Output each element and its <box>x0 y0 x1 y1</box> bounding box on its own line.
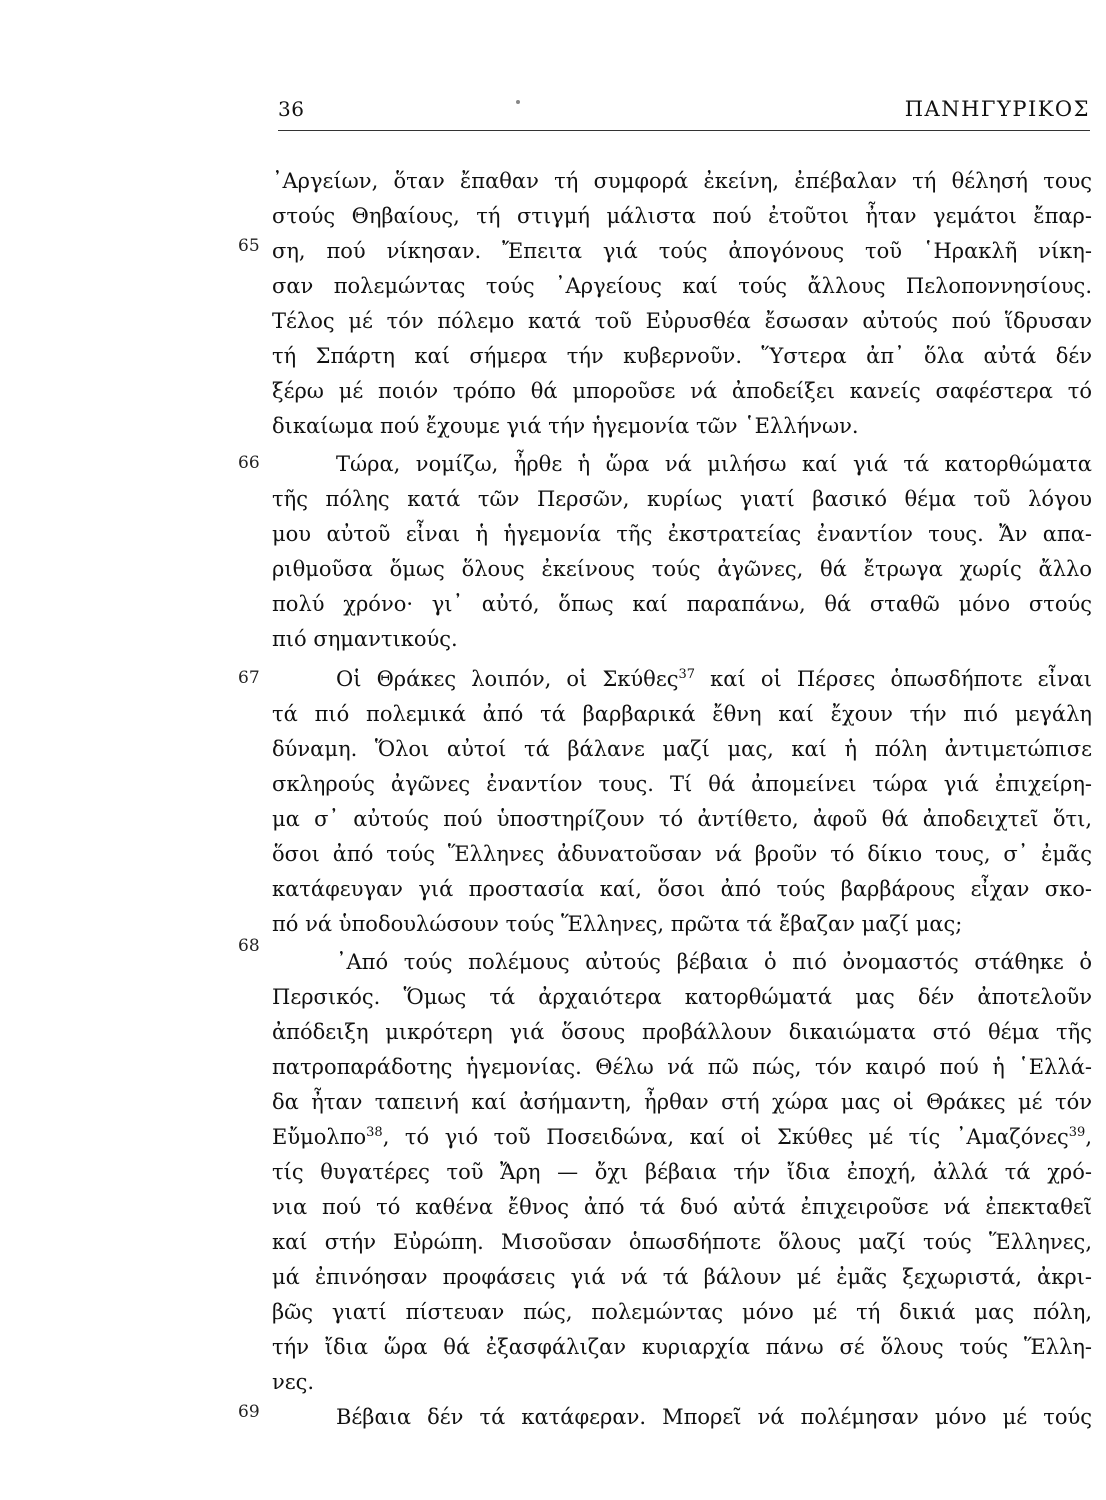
text-line: τή Σπάρτη καί σήμερα τήν κυβερνοῦν. Ὕστερα ἀπ᾿ ὅλα αὐτά δέν <box>272 344 1092 368</box>
text-line: σκληρούς ἀγῶνες ἐναντίον τους. Τί θά ἀπομείνει τώρα γιά ἐπιχείρη- <box>272 772 1092 796</box>
text-line: νια πού τό καθένα ἔθνος ἀπό τά δυό αὐτά ἐπιχειροῦσε νά ἐπεκταθεῖ <box>272 1195 1092 1219</box>
text-line: δύναμη. Ὅλοι αὐτοί τά βάλανε μαζί μας, καί ἡ πόλη ἀντιμετώπισε <box>272 737 1092 761</box>
text-line: ἀπόδειξη μικρότερη γιά ὅσους προβάλλουν δικαιώματα στό θέμα τῆς <box>272 1020 1092 1044</box>
text-line: Τέλος μέ τόν πόλεμο κατά τοῦ Εὐρυσθέα ἔσωσαν αὐτούς πού ἵδρυσαν <box>272 309 1092 333</box>
section-number-66: 66 <box>238 453 260 473</box>
paragraph-first-line: ᾿Από τούς πολέμους αὐτούς βέβαια ὁ πιό ὀνομαστός στάθηκε ὁ <box>336 950 1092 974</box>
text-line: ξέρω μέ ποιόν τρόπο θά μποροῦσε νά ἀποδείξει κανείς σαφέστερα τό <box>272 379 1092 403</box>
text-line: ριθμοῦσα ὅμως ὅλους ἐκείνους τούς ἀγῶνες, θά ἔτρωγα χωρίς ἄλλο <box>272 557 1092 581</box>
text-line: μου αὐτοῦ εἶναι ἡ ἡγεμονία τῆς ἐκστρατείας ἐναντίον τους. Ἄν απα- <box>272 522 1092 546</box>
text-line: Περσικός. Ὅμως τά ἀρχαιότερα κατορθώματά μας δέν ἀποτελοῦν <box>272 985 1092 1009</box>
paragraph-first-line: Βέβαια δέν τά κατάφεραν. Μπορεῖ νά πολέμησαν μόνο μέ τούς <box>336 1405 1092 1429</box>
text-line: καί στήν Εὐρώπη. Μισοῦσαν ὁπωσδήποτε ὅλους μαζί τούς Ἕλληνες, <box>272 1230 1092 1254</box>
text-line: δικαίωμα πού ἔχουμε γιά τήν ἡγεμονία τῶν ῾Ελλήνων. <box>272 414 859 438</box>
print-dot <box>516 100 520 104</box>
text-line: νες. <box>272 1370 315 1394</box>
text-line: πιό σημαντικούς. <box>272 627 458 651</box>
text-line: στούς Θηβαίους, τή στιγμή μάλιστα πού ἐτοῦτοι ἦταν γεμάτοι ἔπαρ- <box>272 204 1092 228</box>
text-line: δα ἦταν ταπεινή καί ἀσήμαντη, ἦρθαν στή χώρα μας οἱ Θράκες μέ τόν <box>272 1090 1092 1114</box>
text-line: πατροπαράδοτης ἡγεμονίας. Θέλω νά πῶ πώς, τόν καιρό πού ἡ ῾Ελλά- <box>272 1055 1092 1079</box>
text-span: Οἱ Θράκες λοιπόν, οἱ Σκύθες <box>336 667 679 691</box>
text-line: τά πιό πολεμικά ἀπό τά βαρβαρικά ἔθνη καί ἔχουν τήν πιό μεγάλη <box>272 702 1092 726</box>
text-line: μά ἐπινόησαν προφάσεις γιά νά τά βάλουν μέ ἐμᾶς ξεχωριστά, ἀκρι- <box>272 1265 1092 1289</box>
paragraph-first-line <box>272 662 1092 697</box>
text-line: ὅσοι ἀπό τούς Ἕλληνες ἀδυνατοῦσαν νά βροῦν τό δίκιο τους, σ᾿ ἐμᾶς <box>272 842 1092 866</box>
text-line: πό νά ὑποδουλώσουν τούς Ἕλληνες, πρῶτα τά ἔβαζαν μαζί μας; <box>272 912 963 936</box>
running-title: ΠΑΝΗΓΥΡΙΚΟΣ <box>904 97 1090 121</box>
footnote-ref-37: 37 <box>678 667 696 682</box>
text-line: βῶς γιατί πίστευαν πώς, πολεμώντας μόνο μέ τή δικιά μας πόλη, <box>272 1300 1092 1324</box>
text-line: κατάφευγαν γιά προστασία καί, ὅσοι ἀπό τούς βαρβάρους εἶχαν σκο- <box>272 877 1092 901</box>
text-line <box>272 1120 1092 1155</box>
paragraph-first-line: Τώρα, νομίζω, ἦρθε ἡ ὥρα νά μιλήσω καί γιά τά κατορθώματα <box>336 452 1092 476</box>
text-line: τίς θυγατέρες τοῦ Ἄρη — ὄχι βέβαια τήν ἴδια ἐποχή, ἀλλά τά χρό- <box>272 1160 1092 1184</box>
text-line: τήν ἴδια ὥρα θά ἐξασφάλιζαν κυριαρχία πάνω σέ ὅλους τούς Ἕλλη- <box>272 1335 1092 1359</box>
text-line: σαν πολεμώντας τούς ᾿Αργείους καί τούς ἄλλους Πελοποννησίους. <box>272 274 1092 298</box>
section-number-65: 65 <box>238 236 260 256</box>
section-number-67: 67 <box>238 668 260 688</box>
text-line: τῆς πόλης κατά τῶν Περσῶν, κυρίως γιατί βασικό θέμα τοῦ λόγου <box>272 487 1092 511</box>
text-span: , τό γιό τοῦ Ποσειδώνα, καί οἱ Σκύθες μέ τίς ᾿Αμαζόνες <box>382 1125 1069 1149</box>
text-line: πολύ χρόνο· γι᾿ αὐτό, ὅπως καί παραπάνω, θά σταθῶ μόνο στούς <box>272 592 1092 616</box>
text-span: , <box>1085 1125 1092 1149</box>
page-number: 36 <box>278 97 305 121</box>
section-number-69: 69 <box>238 1402 260 1422</box>
text-line: μα σ᾿ αὐτούς πού ὑποστηρίζουν τό ἀντίθετο, ἀφοῦ θά ἀποδειχτεῖ ὅτι, <box>272 807 1092 831</box>
footnote-ref-38: 38 <box>366 1125 383 1140</box>
section-number-68: 68 <box>238 936 260 956</box>
footnote-ref-39: 39 <box>1068 1125 1086 1140</box>
text-line: ᾿Αργείων, ὅταν ἔπαθαν τή συμφορά ἐκείνη, ἐπέβαλαν τή θέλησή τους <box>272 169 1092 193</box>
header-rule <box>278 130 1090 131</box>
text-line: ση, πού νίκησαν. Ἔπειτα γιά τούς ἀπογόνους τοῦ ῾Ηρακλῆ νίκη- <box>272 239 1092 263</box>
text-span: καί οἱ Πέρσες ὁπωσδήποτε εἶναι <box>695 667 1092 691</box>
text-span: Εὔμολπο <box>272 1125 367 1149</box>
